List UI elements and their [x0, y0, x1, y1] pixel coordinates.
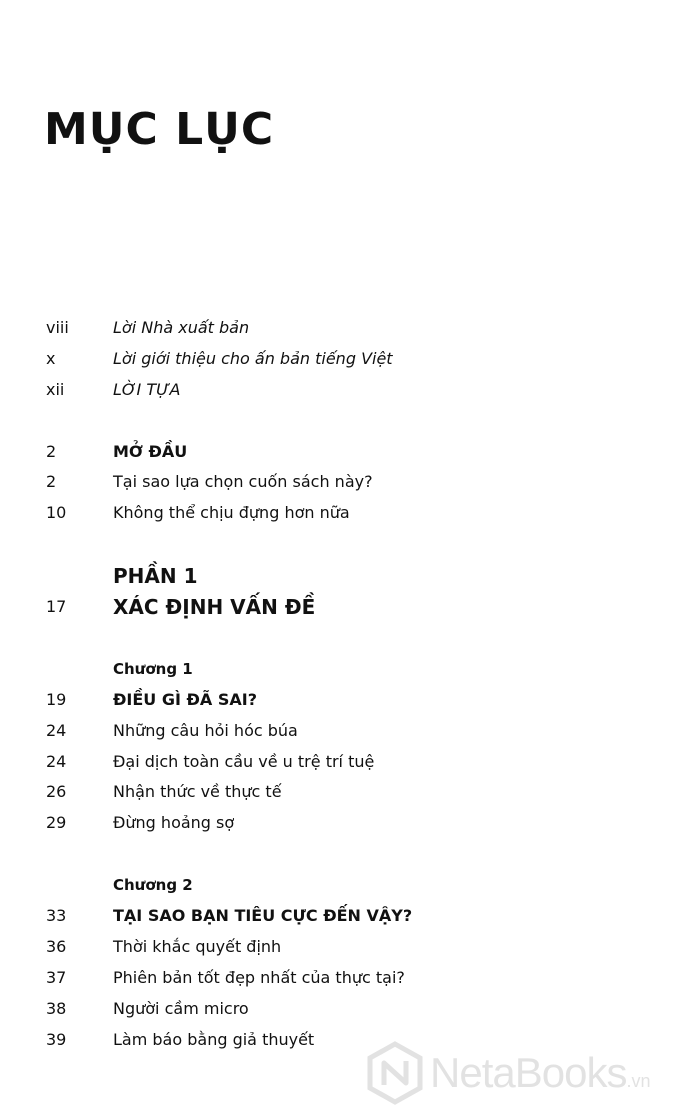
toc-entry-title: Nhận thức về thực tế — [113, 782, 282, 801]
toc-page-number: 26 — [46, 782, 67, 801]
toc-entry-title: Người cầm micro — [113, 999, 249, 1018]
toc-entry-title: Lời Nhà xuất bản — [113, 318, 250, 337]
chapter-heading — [0, 904, 700, 928]
toc-page-number: 37 — [46, 968, 67, 987]
page-title: MỤC LỤC — [44, 104, 275, 155]
toc-page-number: 24 — [46, 752, 67, 771]
chapter-title: TẠI SAO BẠN TIÊU CỰC ĐẾN VẬY? — [113, 906, 413, 925]
toc-entry — [0, 997, 700, 1021]
toc-entry — [0, 378, 700, 402]
toc-entry — [0, 935, 700, 959]
chapter-label-row — [0, 873, 700, 897]
part-title-row — [0, 593, 700, 621]
toc-page-number: 24 — [46, 721, 67, 740]
toc-entry — [0, 347, 700, 371]
toc-entry-title: Đại dịch toàn cầu về u trệ trí tuệ — [113, 752, 375, 771]
toc-entry — [0, 719, 700, 743]
toc-page-number: viii — [46, 318, 69, 337]
toc-page-number: 33 — [46, 906, 67, 925]
neta-logo-icon — [366, 1041, 424, 1105]
toc-page-number: x — [46, 349, 56, 368]
toc-entry-title: Làm báo bằng giả thuyết — [113, 1030, 315, 1049]
watermark-text — [430, 1049, 650, 1097]
chapter-title: ĐIỀU GÌ ĐÃ SAI? — [113, 690, 258, 709]
toc-page-number: 10 — [46, 503, 67, 522]
toc-page-number: 39 — [46, 1030, 67, 1049]
toc-entry — [0, 966, 700, 990]
part-label: PHẦN 1 — [113, 564, 198, 588]
toc-entry-title: Tại sao lựa chọn cuốn sách này? — [113, 472, 373, 491]
chapter-heading — [0, 688, 700, 712]
toc-entry-title: LỜI TỰA — [113, 380, 181, 399]
toc-entry — [0, 316, 700, 340]
toc-entry-title: Lời giới thiệu cho ấn bản tiếng Việt — [113, 349, 393, 368]
toc-page-number: 2 — [46, 472, 57, 491]
toc-entry — [0, 750, 700, 774]
toc-entry — [0, 780, 700, 804]
toc-entry-title: Phiên bản tốt đẹp nhất của thực tại? — [113, 968, 405, 987]
toc-entry-title: MỞ ĐẦU — [113, 442, 188, 461]
toc-entry-title: Đừng hoảng sợ — [113, 813, 235, 832]
toc-page-number: 29 — [46, 813, 67, 832]
toc-page-number: 17 — [46, 597, 67, 616]
toc-entry — [0, 501, 700, 525]
chapter-label-row — [0, 657, 700, 681]
watermark-brand: NetaBooks — [430, 1049, 627, 1096]
toc-page-number: xii — [46, 380, 65, 399]
part-label-row — [0, 562, 700, 590]
toc-page-number: 19 — [46, 690, 67, 709]
toc-page-number: 2 — [46, 442, 57, 461]
toc-page-number: 38 — [46, 999, 67, 1018]
chapter-label: Chương 2 — [113, 876, 193, 894]
toc-entry — [0, 811, 700, 835]
chapter-label: Chương 1 — [113, 660, 193, 678]
toc-page-number: 36 — [46, 937, 67, 956]
toc-entry-title: Thời khắc quyết định — [113, 937, 282, 956]
part-title: XÁC ĐỊNH VẤN ĐỀ — [113, 595, 316, 619]
watermark-suffix: .vn — [626, 1071, 651, 1091]
toc-entry — [0, 470, 700, 494]
toc-entry — [0, 440, 700, 464]
toc-entry-title: Không thể chịu đựng hơn nữa — [113, 503, 350, 522]
watermark — [366, 1040, 650, 1106]
toc-entry-title: Những câu hỏi hóc búa — [113, 721, 298, 740]
